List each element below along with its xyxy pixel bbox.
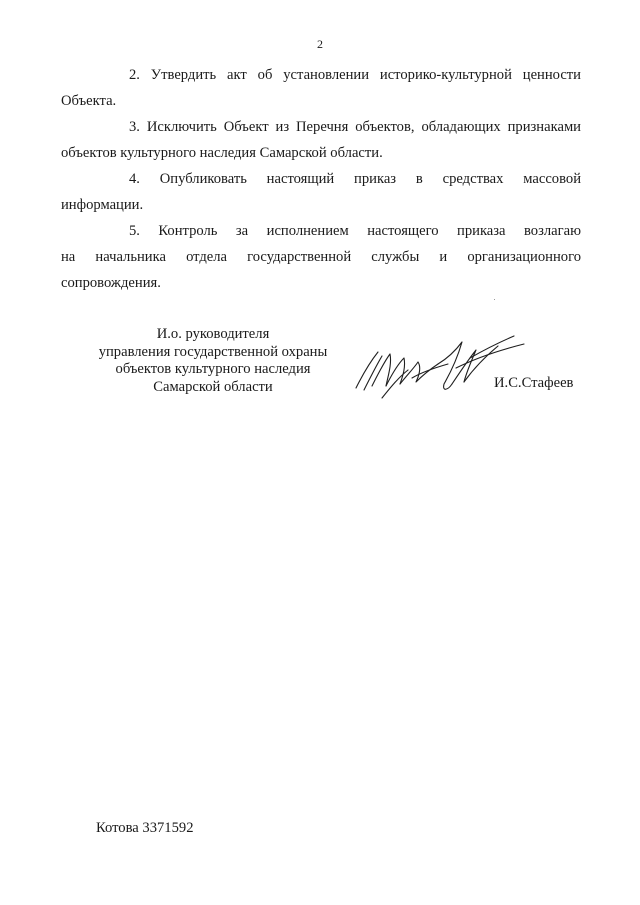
signer-name: И.С.Стафеев	[494, 375, 574, 391]
signer-title	[88, 326, 338, 396]
scan-speck	[494, 299, 495, 300]
signer-title-line-1: И.о. руководителя	[156, 326, 270, 342]
signer-title-line-3: объектов культурного наследия	[115, 361, 311, 377]
paragraph-5-line-1: 5. Контроль за исполнением настоящего приказа возлагаю	[129, 223, 581, 239]
executor-contact: Котова 3371592	[96, 820, 194, 836]
page-number: 2	[317, 37, 323, 51]
paragraph-5-line-2: на начальника отдела государственной службы и организационного	[61, 249, 581, 265]
order-body	[61, 62, 581, 296]
paragraph-3	[61, 114, 581, 166]
paragraph-4	[61, 166, 581, 218]
paragraph-5	[61, 218, 581, 296]
paragraph-2	[61, 62, 581, 114]
signer-title-line-4: Самарской области	[153, 378, 273, 395]
paragraph-5-line-3: сопровождения.	[61, 275, 161, 291]
paragraph-2-line-1: 2. Утвердить акт об установлении историко-культурной ценности	[129, 67, 581, 83]
paragraph-3-line-2: объектов культурного наследия Самарской области.	[61, 145, 383, 161]
signer-title-line-2: управления государственной охраны	[98, 343, 328, 360]
paragraph-3-line-1: 3. Исключить Объект из Перечня объектов, обладающих признаками	[129, 119, 581, 135]
paragraph-4-line-2: информации.	[61, 197, 144, 213]
paragraph-4-line-1: 4. Опубликовать настоящий приказ в средствах массовой	[129, 171, 581, 187]
paragraph-2-line-2: Объекта.	[61, 93, 117, 109]
